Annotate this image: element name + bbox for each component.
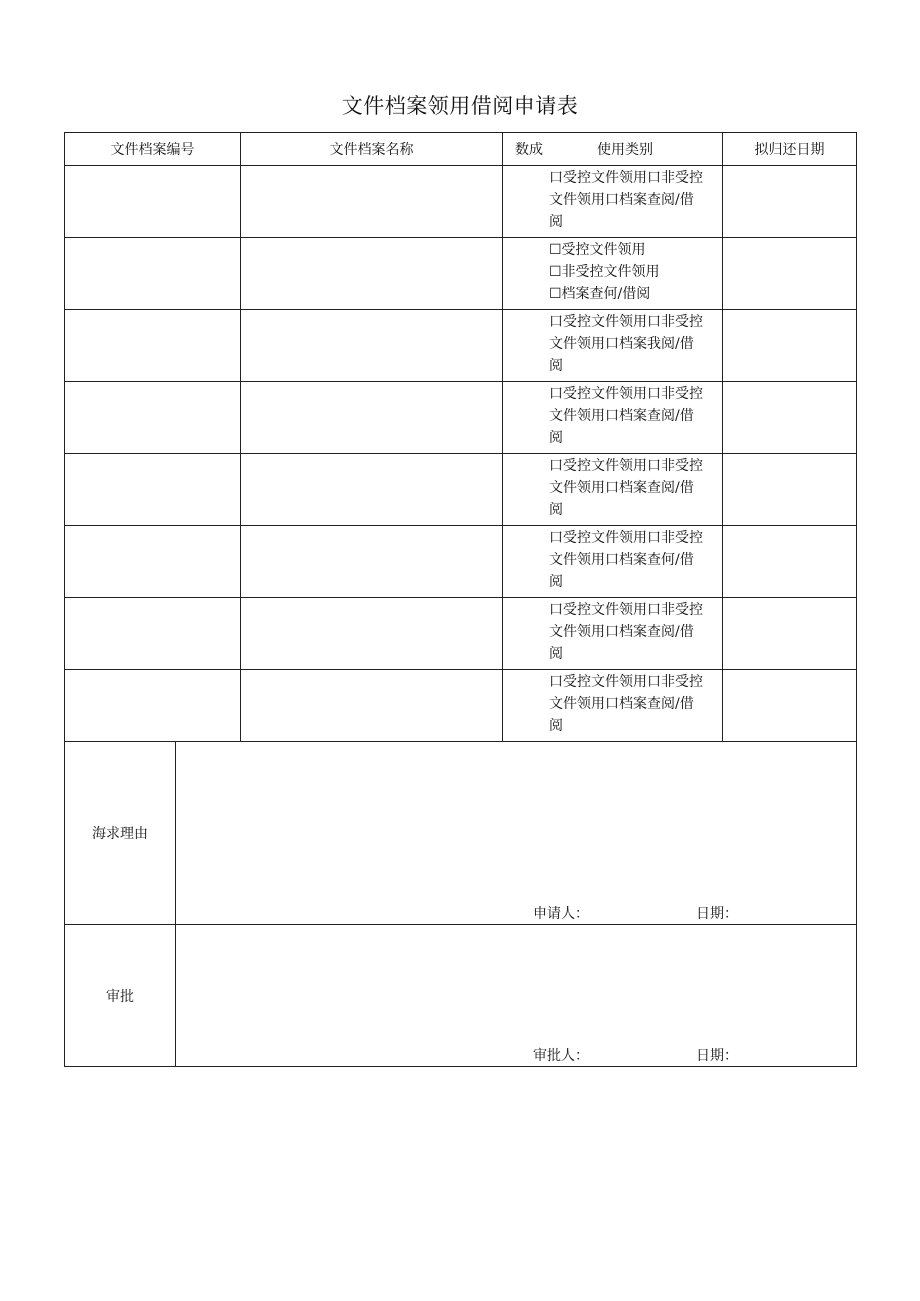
use-type-cell[interactable] <box>503 166 723 238</box>
use-type-line: 口受控文件领用口非受控 <box>549 530 703 546</box>
return-date-cell[interactable] <box>723 598 857 670</box>
number-cell[interactable] <box>65 454 241 526</box>
use-type-line: 口受控文件领用口非受控 <box>549 602 703 618</box>
use-type-line: 阅 <box>549 358 563 374</box>
number-cell[interactable] <box>65 238 241 310</box>
number-cell[interactable] <box>65 598 241 670</box>
return-date-cell[interactable] <box>723 238 857 310</box>
header-quantity-type <box>503 133 723 166</box>
use-type-cell[interactable] <box>503 454 723 526</box>
approver-date-label: 日期： <box>696 1048 738 1064</box>
use-type-line: 阅 <box>549 718 563 734</box>
use-type-line: 文件领用口档案查何/借 <box>549 552 694 568</box>
table-row <box>65 526 857 598</box>
applicant-signature-line <box>533 903 738 923</box>
use-type-line: 文件领用口档案我阅/借 <box>549 336 694 352</box>
use-type-line: 口受控文件领用口非受控 <box>549 674 703 690</box>
return-date-cell[interactable] <box>723 670 857 742</box>
number-cell[interactable] <box>65 382 241 454</box>
name-cell[interactable] <box>241 166 503 238</box>
approval-label: 审批 <box>65 925 176 1067</box>
reason-row <box>65 742 857 925</box>
use-type-cell[interactable] <box>503 310 723 382</box>
header-return-date: 拟归还日期 <box>723 133 857 166</box>
table-row <box>65 310 857 382</box>
number-cell[interactable] <box>65 310 241 382</box>
use-type-line: 阅 <box>549 574 563 590</box>
header-use-type: 使用类别 <box>597 142 653 158</box>
approval-field[interactable] <box>176 925 857 1067</box>
name-cell[interactable] <box>241 382 503 454</box>
reason-field[interactable] <box>176 742 857 925</box>
number-cell[interactable] <box>65 166 241 238</box>
return-date-cell[interactable] <box>723 382 857 454</box>
form-title: 文件档案领用借阅申请表 <box>341 94 579 118</box>
use-type-cell[interactable] <box>503 238 723 310</box>
use-type-line: 阅 <box>549 646 563 662</box>
table-row <box>65 598 857 670</box>
table-header-row <box>65 133 857 166</box>
use-type-line: 文件领用口档案查阅/借 <box>549 192 694 208</box>
return-date-cell[interactable] <box>723 166 857 238</box>
name-cell[interactable] <box>241 310 503 382</box>
name-cell[interactable] <box>241 454 503 526</box>
table-row <box>65 382 857 454</box>
number-cell[interactable] <box>65 670 241 742</box>
use-type-line: 文件领用口档案查阅/借 <box>549 408 694 424</box>
applicant-label: 申请人： <box>533 906 589 922</box>
table-row <box>65 670 857 742</box>
header-quantity: 数成 <box>515 142 543 158</box>
use-type-cell[interactable] <box>503 382 723 454</box>
return-date-cell[interactable] <box>723 454 857 526</box>
use-type-line: 文件领用口档案查阅/借 <box>549 480 694 496</box>
return-date-cell[interactable] <box>723 310 857 382</box>
use-type-line: ☐档案查何/借阅 <box>549 286 651 302</box>
use-type-line: 口受控文件领用口非受控 <box>549 386 703 402</box>
use-type-line: 文件领用口档案查阅/借 <box>549 624 694 640</box>
use-type-cell[interactable] <box>503 526 723 598</box>
table-row <box>65 238 857 310</box>
name-cell[interactable] <box>241 238 503 310</box>
name-cell[interactable] <box>241 670 503 742</box>
approver-label: 审批人： <box>533 1048 589 1064</box>
use-type-line: ☐非受控文件领用 <box>549 264 660 280</box>
name-cell[interactable] <box>241 526 503 598</box>
header-number: 文件档案编号 <box>65 133 241 166</box>
reason-label: 海求理由 <box>65 742 176 925</box>
use-type-line: 口受控文件领用口非受控 <box>549 170 703 186</box>
use-type-line: 口受控文件领用口非受控 <box>549 458 703 474</box>
table-row <box>65 454 857 526</box>
use-type-line: 口受控文件领用口非受控 <box>549 314 703 330</box>
approver-signature-line <box>533 1045 738 1065</box>
use-type-line: 阅 <box>549 502 563 518</box>
borrow-application-table <box>64 132 857 1067</box>
name-cell[interactable] <box>241 598 503 670</box>
return-date-cell[interactable] <box>723 526 857 598</box>
use-type-line: 文件领用口档案查阅/借 <box>549 696 694 712</box>
use-type-line: ☐受控文件领用 <box>549 242 646 258</box>
use-type-line: 阅 <box>549 430 563 446</box>
approval-row <box>65 925 857 1067</box>
use-type-line: 阅 <box>549 214 563 230</box>
use-type-cell[interactable] <box>503 670 723 742</box>
use-type-cell[interactable] <box>503 598 723 670</box>
number-cell[interactable] <box>65 526 241 598</box>
header-name: 文件档案名称 <box>241 133 503 166</box>
table-row <box>65 166 857 238</box>
applicant-date-label: 日期： <box>696 906 738 922</box>
